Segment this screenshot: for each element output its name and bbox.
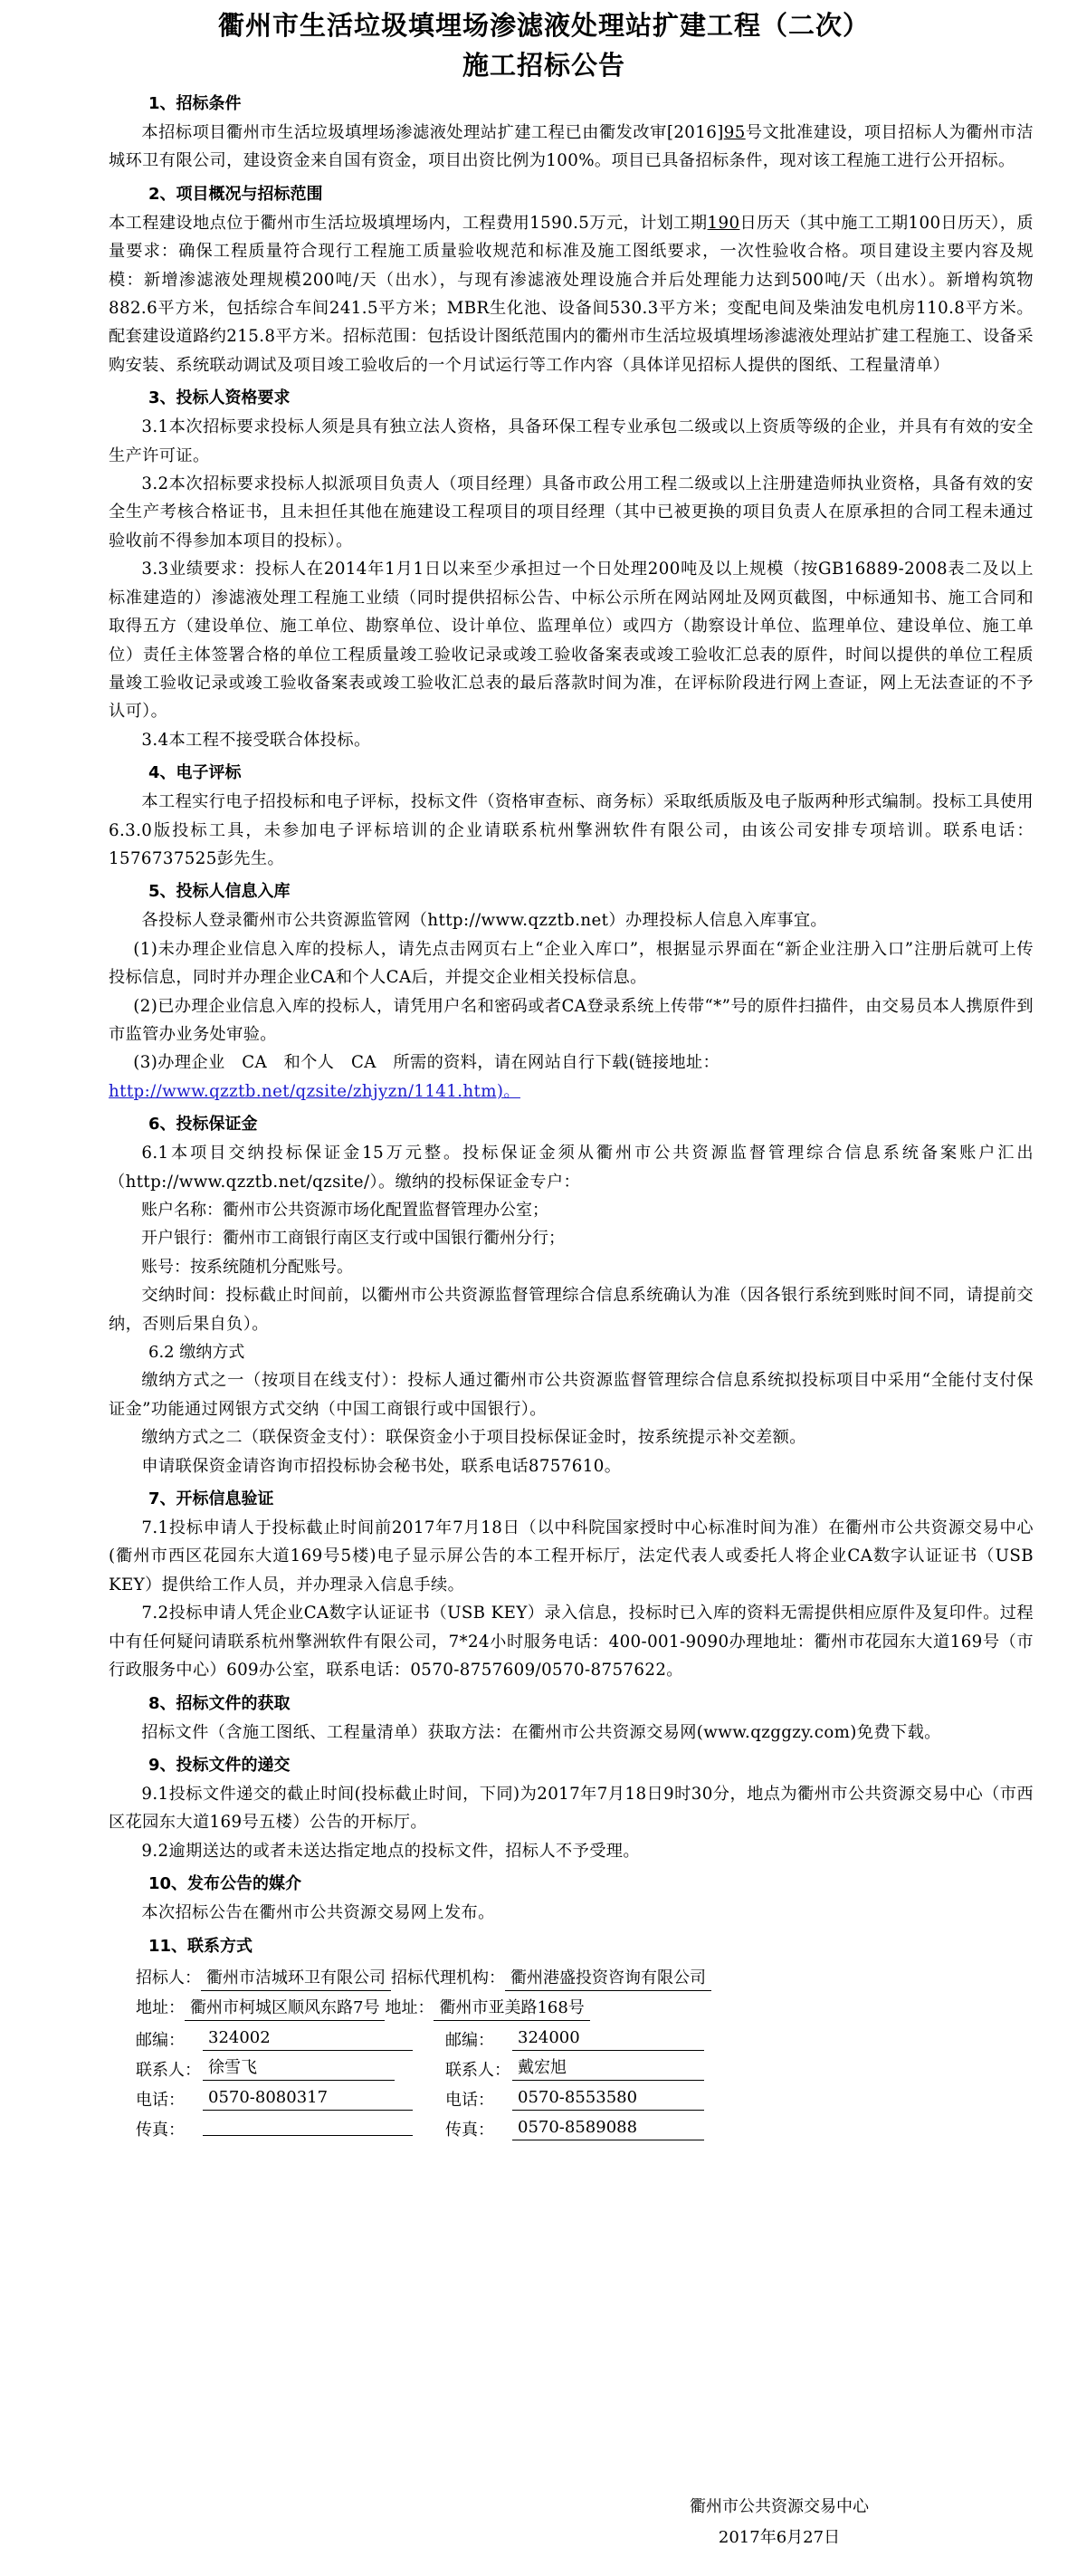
- fax-value-1: [203, 2112, 413, 2136]
- section-3-4: 3.4本工程不接受联合体投标。: [141, 730, 371, 750]
- zip-value-2: 324000: [512, 2026, 704, 2051]
- section-6-1: 6.1本项目交纳投标保证金15万元整。投标保证金须从衢州市公共资源监督管理综合信息系统备案账户汇出（http://www.qzztb.net/qzsite/）。缴纳的投标保证金专户：: [109, 1144, 1034, 1192]
- contact-label-1: 联系人：: [136, 2060, 201, 2080]
- section-2-text: 本工程建设地点位于衢州市生活垃圾填埋场内，工程费用1590.5万元，计划工期190日历天（其中施工工期100日历天），质量要求：确保工程质量符合现行工程施工质量验收规范和标准及施工图纸要求，一次性验收合格。项目建设主要内容及规模：新增渗滤液处理规模200吨/天（出水），与现有渗滤液处理设施合并后处理能力达到500吨/天（出水）。新增构筑物882.6平方米，包括综合车间241.5平方米；MBR生化池、设备间530.3平方米；变配电间及柴油发电机房110.8平方米。配套建设道路约215.8平方米。招标范围：包括设计图纸范围内的衢州市生活垃圾填埋场渗滤液处理站扩建工程施工、设备采购安装、系统联动调试及项目竣工验收后的一个月试运行等工作内容（具体详见招标人提供的图纸、工程量清单）: [109, 213, 1034, 375]
- section-11-heading: 11、联系方式: [148, 1936, 253, 1956]
- account-name: 账户名称：衢州市公共资源市场化配置监督管理办公室；: [141, 1201, 548, 1220]
- contact-label-2: 联系人：: [445, 2060, 510, 2080]
- address-value-2: 衢州市亚美路168号: [434, 1997, 589, 2021]
- contact-row-zip: [136, 2021, 711, 2051]
- contact-value-2: 戴宏旭: [512, 2056, 704, 2081]
- tenderer-label: 招标人：: [136, 1968, 201, 1987]
- agent-label: 招标代理机构：: [391, 1968, 505, 1987]
- fax-value-2: 0570-8589088: [512, 2116, 704, 2140]
- section-1-heading: 1、招标条件: [148, 94, 242, 113]
- section-9-1: 9.1投标文件递交的截止时间(投标截止时间，下同)为2017年7月18日9时30分，地点为衢州市公共资源交易中心（市西区花园东大道169号五楼）公告的开标厅。: [109, 1784, 1034, 1833]
- section-4-text: 本工程实行电子招投标和电子评标，投标文件（资格审查标、商务标）采取纸质版及电子版两种形式编制。投标工具使用6.3.0版投标工具，未参加电子评标培训的企业请联系杭州擎洲软件有限公司，由该公司安排专项培训。联系电话：1576737525彭先生。: [109, 792, 1034, 868]
- document-title: [54, 5, 1034, 85]
- section-8-text: 招标文件（含施工图纸、工程量清单）获取方法：在衢州市公共资源交易网(www.qzggzy.com)免费下载。: [141, 1722, 941, 1742]
- issuer-signature: [690, 2492, 869, 2553]
- section-3-1: 3.1本次招标要求投标人须是具有独立法人资格，具备环保工程专业承包二级或以上资质等级的企业，并具有有效的安全生产许可证。: [109, 417, 1034, 465]
- contact-row-phone: [136, 2081, 711, 2111]
- duration-underline: 190: [707, 213, 740, 233]
- contact-table: [136, 1961, 711, 2140]
- contact-row-org: [136, 1961, 711, 1991]
- issue-date: 2017年6月27日: [718, 2528, 841, 2547]
- section-5-heading: 5、投标人信息入库: [148, 882, 291, 902]
- section-10-heading: 10、发布公告的媒介: [148, 1874, 302, 1894]
- section-5-item-1: (1)未办理企业信息入库的投标人，请先点击网页右上“企业入库口”，根据显示界面在“新企业注册入口”注册后就可上传投标信息，同时并办理企业CA和个人CA后，并提交企业相关投标信息。: [109, 939, 1034, 988]
- phone-label-2: 电话：: [445, 2090, 494, 2110]
- guarantee-contact: 申请联保资金请咨询市招投标协会秘书处，联系电话8757610。: [141, 1456, 622, 1476]
- tenderer-value: 衢州市洁城环卫有限公司: [201, 1967, 391, 1991]
- phone-value-1: 0570-8080317: [203, 2086, 413, 2111]
- doc-number-underline: 95: [723, 123, 746, 142]
- address-label-2: 地址：: [385, 1997, 434, 2017]
- section-4-heading: 4、电子评标: [148, 763, 242, 783]
- fax-label-1: 传真：: [136, 2120, 185, 2140]
- bank-name: 开户银行：衢州市工商银行南区支行或中国银行衢州分行；: [141, 1229, 565, 1249]
- phone-value-2: 0570-8553580: [512, 2086, 704, 2111]
- agent-value: 衢州港盛投资咨询有限公司: [505, 1967, 711, 1991]
- contact-row-fax: [136, 2111, 711, 2140]
- title-line-2: 施工招标公告: [462, 50, 625, 81]
- section-5-item-2: (2)已办理企业信息入库的投标人，请凭用户名和密码或者CA登录系统上传带“*”号的原件扫描件，由交易员本人携原件到市监管办业务处审验。: [109, 996, 1034, 1044]
- section-7-1: 7.1投标申请人于投标截止时间前2017年7月18日（以中科院国家授时中心标准时间为准）在衢州市公共资源交易中心(衢州市西区花园东大道169号5楼)电子显示屏公告的本工程开标厅，法定代表人或委托人将企业CA数字认证证书（USB KEY）提供给工作人员，并办理录入信息手续。: [109, 1518, 1034, 1594]
- zip-label-2: 邮编：: [445, 2030, 494, 2050]
- section-3-2: 3.2本次招标要求投标人拟派项目负责人（项目经理）具备市政公用工程二级或以上注册建造师执业资格，具备有效的安全生产考核合格证书，且未担任其他在施建设工程项目的项目经理（其中已被更换的项目负责人在原承担的合同工程未通过验收前不得参加本项目的投标）。: [109, 474, 1034, 551]
- account-number: 账号：按系统随机分配账号。: [141, 1257, 353, 1277]
- ca-download-link[interactable]: http://www.qzztb.net/qzsite/zhjyzn/1141.htm)。: [109, 1081, 520, 1101]
- title-line-1: 衢州市生活垃圾填埋场渗滤液处理站扩建工程（二次）: [217, 10, 870, 41]
- section-7-heading: 7、开标信息验证: [148, 1489, 274, 1509]
- fax-label-2: 传真：: [445, 2120, 494, 2140]
- address-label-1: 地址：: [136, 1997, 185, 2017]
- payment-time: 交纳时间：投标截止时间前，以衢州市公共资源监督管理综合信息系统确认为准（因各银行系统到账时间不同，请提前交纳，否则后果自负）。: [109, 1286, 1034, 1334]
- issuer-org: 衢州市公共资源交易中心: [690, 2497, 869, 2516]
- section-3-3: 3.3业绩要求：投标人在2014年1月1日以来至少承担过一个日处理200吨及以上规模（按GB16889-2008表二及以上标准建造的）渗滤液处理工程施工业绩（同时提供招标公告、中标公示所在网站网址及网页截图，中标通知书、施工合同和取得五方（建设单位、施工单位、勘察单位、设计单位、监理单位）或四方（勘察设计单位、监理单位、建设单位、施工单位）责任主体签署合格的单位工程质量竣工验收记录或竣工验收备案表或竣工验收汇总表的原件，时间以提供的单位工程质量竣工验收记录或竣工验收备案表或竣工验收汇总表的最后落款时间为准，在评标阶段进行网上查证，网上无法查证的不予认可）。: [109, 560, 1034, 722]
- section-3-heading: 3、投标人资格要求: [148, 388, 291, 408]
- section-6-2-heading: 6.2 缴纳方式: [148, 1343, 245, 1363]
- section-9-2: 9.2逾期送达的或者未送达指定地点的投标文件，招标人不予受理。: [141, 1841, 640, 1861]
- section-9-heading: 9、投标文件的递交: [148, 1755, 291, 1775]
- section-8-heading: 8、招标文件的获取: [148, 1693, 291, 1713]
- phone-label-1: 电话：: [136, 2090, 185, 2110]
- zip-value-1: 324002: [203, 2026, 413, 2051]
- section-6-heading: 6、投标保证金: [148, 1115, 258, 1135]
- contact-value-1: 徐雪飞: [203, 2056, 395, 2081]
- section-1-text: 本招标项目衢州市生活垃圾填埋场渗滤液处理站扩建工程已由衢发改审[2016]95号文批准建设，项目招标人为衢州市洁城环卫有限公司，建设资金来自国有资金，项目出资比例为100%。项目已具备招标条件，现对该工程施工进行公开招标。: [109, 123, 1034, 171]
- address-value-1: 衢州市柯城区顺风东路7号: [185, 1997, 385, 2021]
- payment-method-1: 缴纳方式之一（按项目在线支付）：投标人通过衢州市公共资源监督管理综合信息系统拟投标项目中采用“全能付支付保证金”功能通过网银方式交纳（中国工商银行或中国银行）。: [109, 1371, 1034, 1419]
- contact-row-address: [136, 1991, 711, 2021]
- zip-label-1: 邮编：: [136, 2030, 185, 2050]
- contact-row-person: [136, 2051, 711, 2081]
- section-2-heading: 2、项目概况与招标范围: [148, 184, 323, 204]
- payment-method-2: 缴纳方式之二（联保资金支付）：联保资金小于项目投标保证金时，按系统提示补交差额。: [141, 1428, 806, 1448]
- section-10-text: 本次招标公告在衢州市公共资源交易网上发布。: [141, 1903, 495, 1923]
- section-5-intro: 各投标人登录衢州市公共资源监管网（http://www.qzztb.net）办理投标人信息入库事宜。: [141, 911, 828, 931]
- section-5-item-3: (3)办理企业 CA 和个人 CA 所需的资料，请在网站自行下载(链接地址： http://www.qzztb.net/qzsite/zhjyzn/1141.htm)。: [109, 1053, 720, 1101]
- section-7-2: 7.2投标申请人凭企业CA数字认证证书（USB KEY）录入信息，投标时已入库的资料无需提供相应原件及复印件。过程中有任何疑问请联系杭州擎洲软件有限公司，7*24小时服务电话：400-001-9090办理地址：衢州市花园东大道169号（市行政服务中心）609办公室，联系电话：0570-8757609/0570-8757622。: [109, 1604, 1034, 1681]
